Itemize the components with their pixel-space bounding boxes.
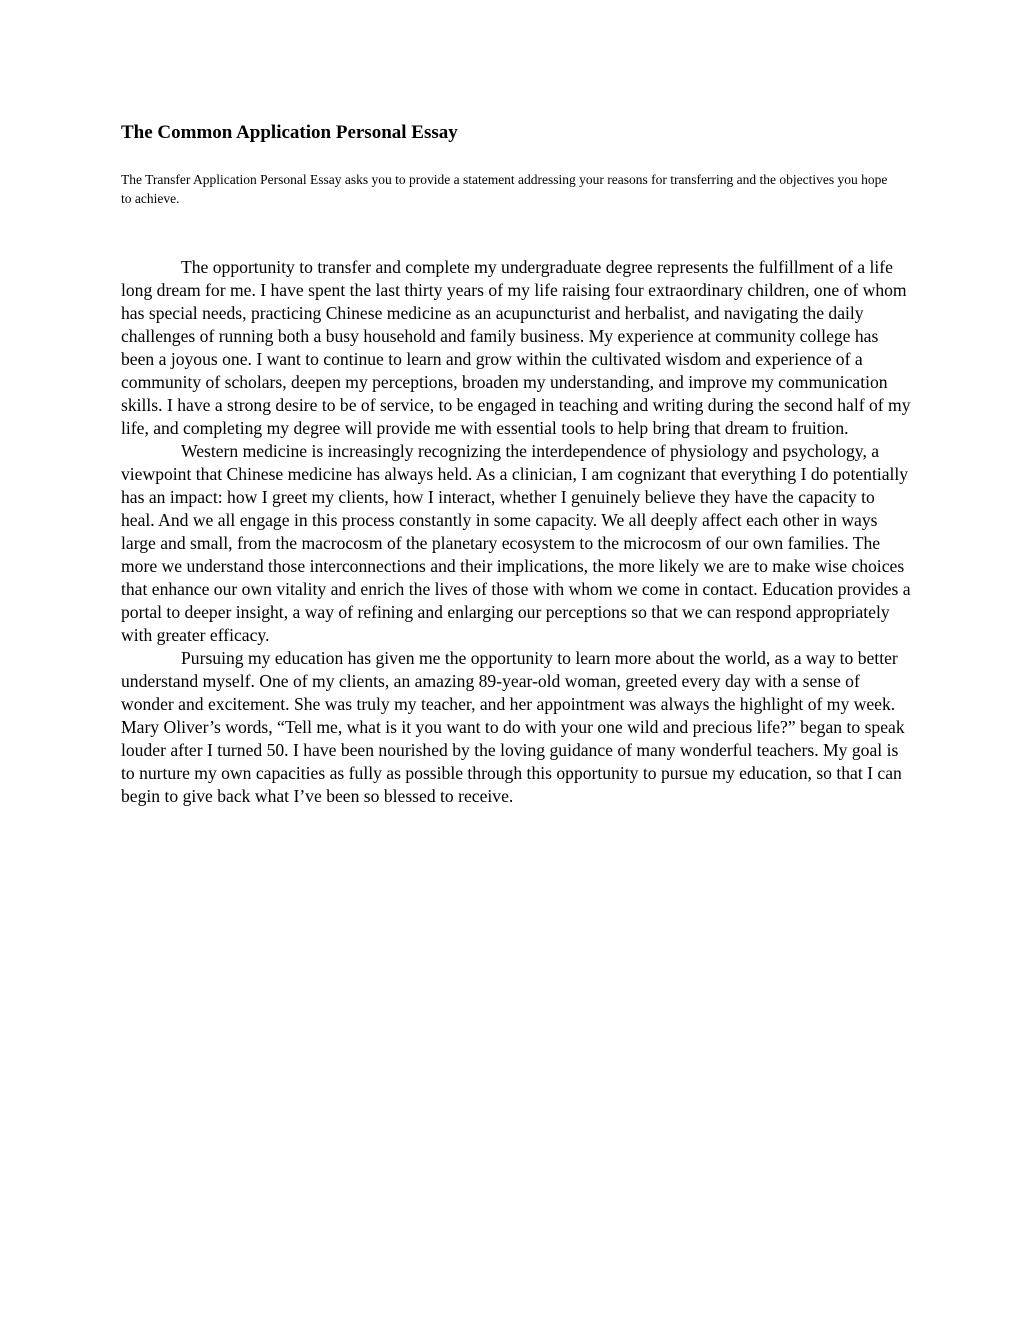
document-title: The Common Application Personal Essay <box>121 122 458 143</box>
essay-paragraph-1: The opportunity to transfer and complete my undergraduate degree represents the fulfillment of a life long dream for me. I have spent the last thirty years of my life raising four extraordinary children, one of whom has special needs, practicing Chinese medicine as an acupuncturist and herbalist, and navigating the daily challenges of running both a busy household and family business. My experience at community college has been a joyous one. I want to continue to learn and grow within the cultivated wisdom and experience of a community of scholars, deepen my perceptions, broaden my understanding, and improve my communication skills. I have a strong desire to be of service, to be engaged in teaching and writing during the second half of my life, and completing my degree will provide me with essential tools to help bring that dream to fruition. <box>121 257 911 438</box>
essay-paragraph-2: Western medicine is increasingly recognizing the interdependence of physiology and psychology, a viewpoint that Chinese medicine has always held. As a clinician, I am cognizant that everything I do potentially has an impact: how I greet my clients, how I interact, whether I genuinely believe they have the capacity to heal. And we all engage in this process constantly in some capacity. We all deeply affect each other in ways large and small, from the macrocosm of the planetary ecosystem to the microcosm of our own families. The more we understand those interconnections and their implications, the more likely we are to make wise choices that enhance our own vitality and enrich the lives of those with whom we come in contact. Education provides a portal to deeper insight, a way of refining and enlarging our perceptions so that we can respond appropriately with greater efficacy. <box>121 441 911 645</box>
essay-prompt: The Transfer Application Personal Essay asks you to provide a statement addressing your reasons for transferring and the objectives you hope to achieve. <box>121 172 888 206</box>
essay-body <box>121 256 911 808</box>
essay-paragraph-3: Pursuing my education has given me the opportunity to learn more about the world, as a way to better understand myself. One of my clients, an amazing 89-year-old woman, greeted every day with a sense of wonder and excitement. She was truly my teacher, and her appointment was always the highlight of my week. Mary Oliver’s words, “Tell me, what is it you want to do with your one wild and precious life?” began to speak louder after I turned 50. I have been nourished by the loving guidance of many wonderful teachers. My goal is to nurture my own capacities as fully as possible through this opportunity to pursue my education, so that I can begin to give back what I’ve been so blessed to receive. <box>121 648 905 806</box>
